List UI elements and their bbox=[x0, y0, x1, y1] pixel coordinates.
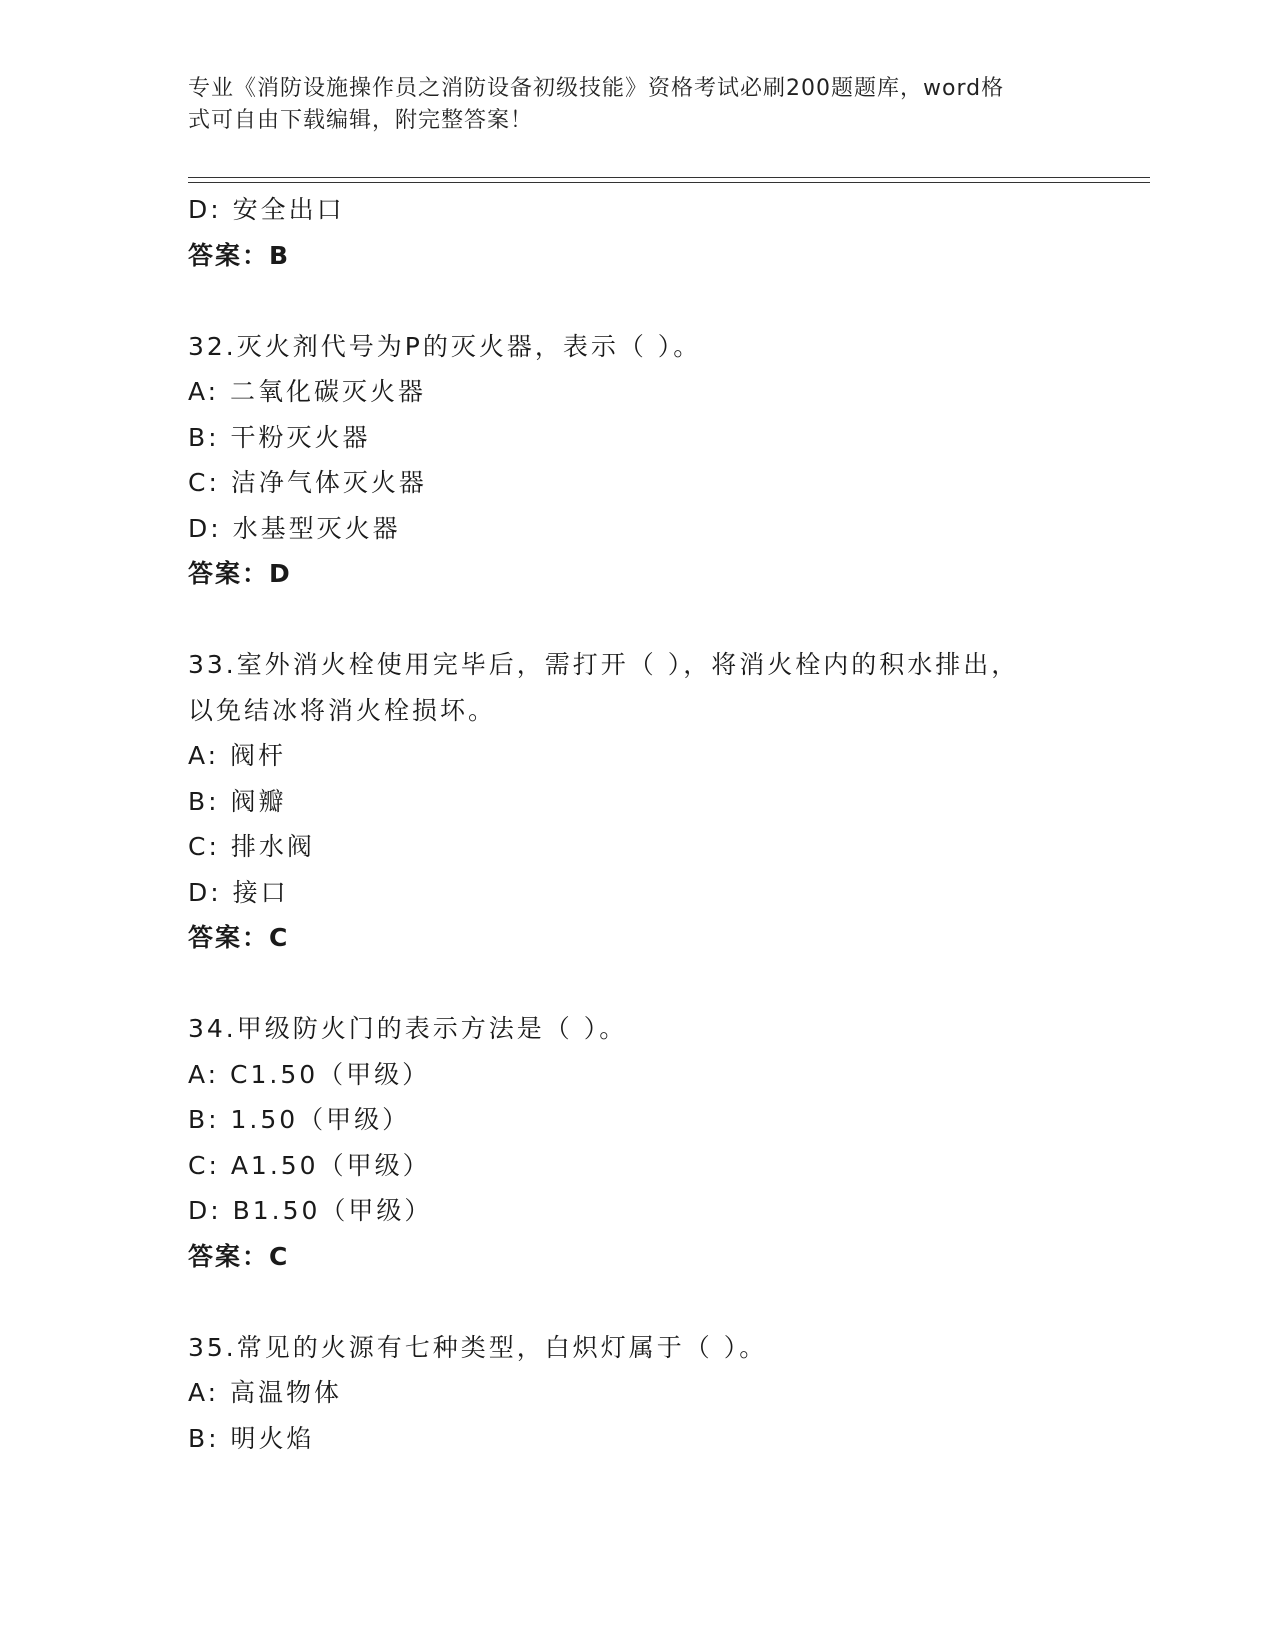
q32-option-c: C: 洁净气体灭火器 bbox=[188, 468, 427, 497]
question-33-line-2: 以免结冰将消火栓损坏。 bbox=[188, 695, 497, 725]
q35-option-a: A: 高温物体 bbox=[188, 1378, 343, 1407]
q32-option-a: A: 二氧化碳灭火器 bbox=[188, 377, 427, 406]
q34-option-d: D: B1.50（甲级） bbox=[188, 1196, 433, 1225]
q33-answer: 答案：C bbox=[188, 923, 290, 952]
prev-option-d: D: 安全出口 bbox=[188, 195, 345, 224]
header-divider-top bbox=[188, 177, 1150, 178]
spacer bbox=[188, 278, 1088, 324]
question-35: 35.常见的火源有七种类型，白炽灯属于（ ）。 bbox=[188, 1332, 768, 1362]
question-33-line-1: 33.室外消火栓使用完毕后，需打开（ ），将消火栓内的积水排出， bbox=[188, 650, 1020, 679]
document-header bbox=[188, 73, 1088, 137]
spacer bbox=[188, 1279, 1088, 1325]
q34-option-c: C: A1.50（甲级） bbox=[188, 1150, 431, 1180]
header-divider-bottom bbox=[188, 182, 1150, 183]
q34-option-b: B: 1.50（甲级） bbox=[188, 1105, 411, 1134]
q35-option-b: B: 明火焰 bbox=[188, 1423, 315, 1453]
q33-option-d: D: 接口 bbox=[188, 877, 289, 907]
question-34: 34.甲级防火门的表示方法是（ ）。 bbox=[188, 1014, 628, 1043]
q33-option-b: B: 阀瓣 bbox=[188, 786, 287, 816]
prev-answer: 答案：B bbox=[188, 240, 291, 270]
q34-option-a: A: C1.50（甲级） bbox=[188, 1059, 431, 1089]
q33-option-a: A: 阀杆 bbox=[188, 741, 287, 770]
question-list bbox=[188, 187, 1088, 1461]
q32-option-b: B: 干粉灭火器 bbox=[188, 422, 371, 452]
q32-answer: 答案：D bbox=[188, 559, 292, 588]
header-line-1: 专业《消防设施操作员之消防设备初级技能》资格考试必刷200题题库，word格 bbox=[188, 76, 1005, 101]
spacer bbox=[188, 597, 1088, 643]
header-line-2: 式可自由下载编辑，附完整答案！ bbox=[188, 108, 534, 133]
q32-option-d: D: 水基型灭火器 bbox=[188, 513, 401, 543]
q33-option-c: C: 排水阀 bbox=[188, 832, 315, 861]
spacer bbox=[188, 961, 1088, 1007]
q34-answer: 答案：C bbox=[188, 1241, 290, 1271]
question-32: 32.灭火剂代号为P的灭火器，表示（ ）。 bbox=[188, 331, 702, 361]
